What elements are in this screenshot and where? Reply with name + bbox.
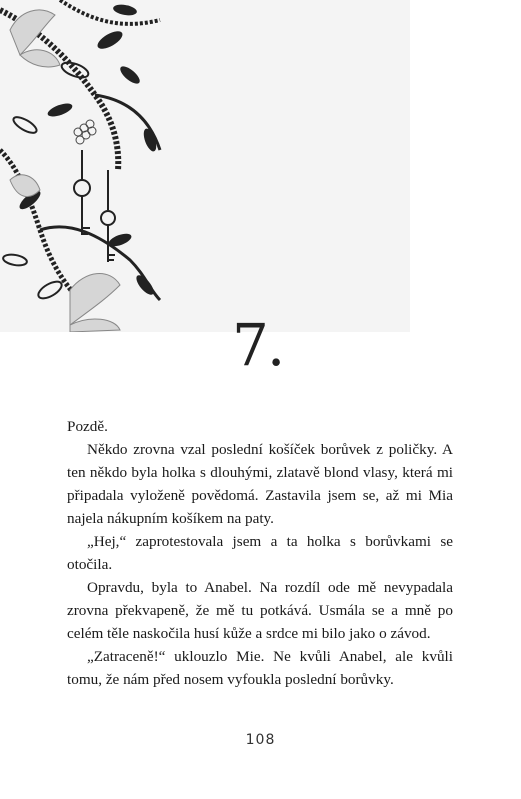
paragraph: „Zatraceně!“ uklouzlo Mie. Ne kvůli Anabel, ale kvůli tomu, že nám před nosem vyfoukla poslední borůvky. [67, 648, 453, 688]
chapter-number: 7. [232, 311, 284, 379]
paragraph: Někdo zrovna vzal poslední košíček borůvek z poličky. A ten někdo byla holka s dlouhými, zlatavě blond vlasy, která mi připadala vyloženě povědomá. Zastavila jsem se, až mi Mia najela nákupním košíkem na paty. [67, 441, 453, 527]
botanical-keys-illustration [0, 0, 410, 332]
chapter-text [67, 415, 453, 691]
paragraph: Opravdu, byla to Anabel. Na rozdíl ode mě nevypadala zrovna překvapeně, že mě tu potkává. Usmála se a mně po celém těle naskočila husí kůže a srdce mi bilo jako o závod. [67, 579, 453, 642]
paragraph: Pozdě. [67, 418, 108, 435]
chapter-ornament-illustration [0, 0, 410, 332]
page-number: 108 [245, 732, 276, 748]
paragraph: „Hej,“ zaprotestovala jsem a ta holka s borůvkami se otočila. [67, 533, 453, 573]
